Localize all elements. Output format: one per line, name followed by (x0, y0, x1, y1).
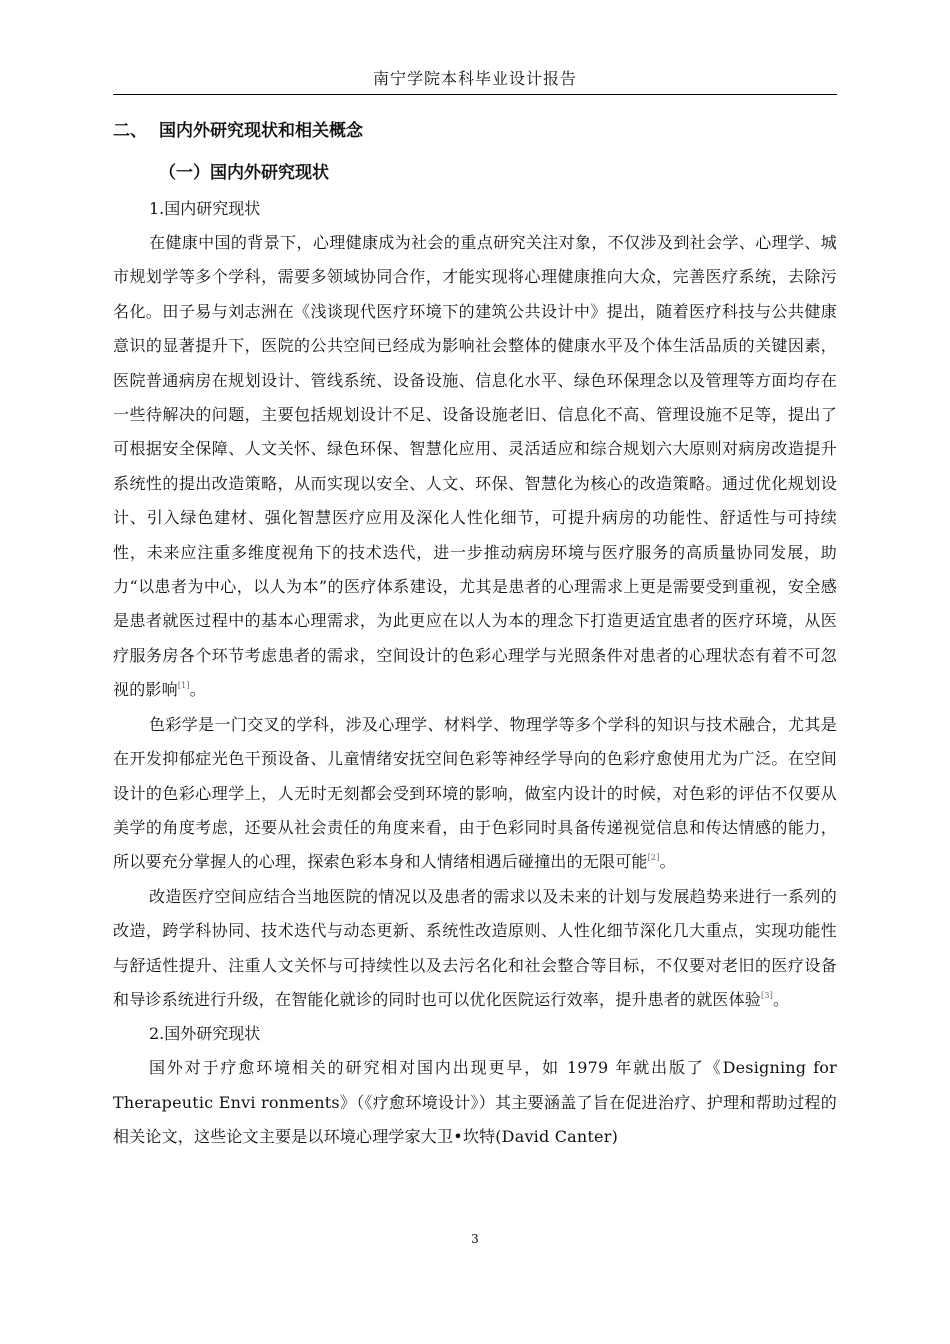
page-number: 3 (471, 1232, 479, 1246)
paragraph-end: 。 (189, 680, 206, 700)
citation-ref[interactable]: [2] (647, 853, 660, 863)
paragraph-end: 。 (659, 852, 676, 872)
domestic-paragraph-3 (113, 880, 837, 1018)
citation-ref[interactable]: [3] (761, 990, 773, 1000)
citation-ref[interactable]: [1] (177, 681, 190, 691)
section-number: 二、 (113, 121, 147, 141)
paragraph-text: 在健康中国的背景下，心理健康成为社会的重点研究关注对象，不仅涉及到社会学、心理学、城市规划学等多个学科，需要多领域协同合作，才能实现将心理健康推向大众，完善医疗系统，去除污名化。田子易与刘志洲在《浅谈现代医疗环境下的建筑公共设计中》提出，随着医疗科技与公共健康意识的显著提升下，医院的公共空间已经成为影响社会整体的健康水平及个体生活品质的关键因素，医院普通病房在规划设计、管线系统、设备设施、信息化水平、绿色环保理念以及管理等方面均存在一些待解决的问题，主要包括规划设计不足、设备设施老旧、信息化不高、管理设施不足等，提出了可根据安全保障、人文关怀、绿色环保、智慧化应用、灵活适应和综合规划六大原则对病房改造提升系统性的提出改造策略，从而实现以安全、人文、环保、智慧化为核心的改造策略。通过优化规划设计、引入绿色建材、强化智慧医疗应用及深化人性化细节，可提升病房的功能性、舒适性与可持续性，未来应注重多维度视角下的技术迭代，进一步推动病房环境与医疗服务的高质量协同发展，助力“以患者为中心，以人为本”的医疗体系建设，尤其是患者的心理需求上更是需要受到重视，安全感是患者就医过程中的基本心理需求，为此更应在以人为本的理念下打造更适宜患者的医疗环境，从医疗服务房各个环节考虑患者的需求，空间设计的色彩心理学与光照条件对患者的心理状态有着不可忽视的影响 (113, 233, 837, 700)
paragraph-text: 改造医疗空间应结合当地医院的情况以及患者的需求以及未来的计划与发展趋势来进行一系列的改造，跨学科协同、技术迭代与动态更新、系统性改造原则、人性化细节深化几大重点，实现功能性与舒适性提升、注重人文关怀与可持续性以及去污名化和社会整合等目标，不仅要对老旧的医疗设备和导诊系统进行升级，在智能化就诊的同时也可以优化医院运行效率，提升患者的就医体验 (113, 886, 837, 1009)
foreign-paragraph-1 (113, 1051, 837, 1154)
paragraph-text: 色彩学是一门交叉的学科，涉及心理学、材料学、物理学等多个学科的知识与技术融合，尤其是在开发抑郁症光色干预设备、儿童情绪安抚空间色彩等神经学导向的色彩疗愈使用尤为广泛。在空间设计的色彩心理学上，人无时无刻都会受到环境的影响，做室内设计的时候，对色彩的评估不仅要从美学的角度考虑，还要从社会责任的角度来看，由于色彩同时具备传递视觉信息和传达情感的能力，所以要充分掌握人的心理，探索色彩本身和人情绪相遇后碰撞出的无限可能 (113, 714, 837, 872)
paragraph-end: 。 (772, 989, 790, 1009)
section-heading (113, 116, 837, 146)
domestic-heading: 1.国内研究现状 (149, 199, 261, 218)
domestic-paragraph-2 (113, 708, 837, 880)
paragraph-text: 国外对于疗愈环境相关的研究相对国内出现更早，如 1979 年就出版了《Designing for Therapeutic Envi ronments》（《疗愈环境设计》）其主要涵盖了旨在促进治疗、护理和帮助过程的相关论文，这些论文主要是以环境心理学家大卫•坎特(David Canter) (113, 1058, 837, 1147)
foreign-heading: 2.国外研究现状 (149, 1024, 261, 1044)
page-header-title: 南宁学院本科毕业设计报告 (372, 69, 577, 88)
header-divider (113, 94, 837, 95)
domestic-paragraph-1 (113, 226, 837, 708)
section-title: 国内外研究现状和相关概念 (159, 121, 363, 141)
document-body (113, 112, 837, 1155)
subsection-heading: （一）国内外研究现状 (159, 163, 329, 183)
